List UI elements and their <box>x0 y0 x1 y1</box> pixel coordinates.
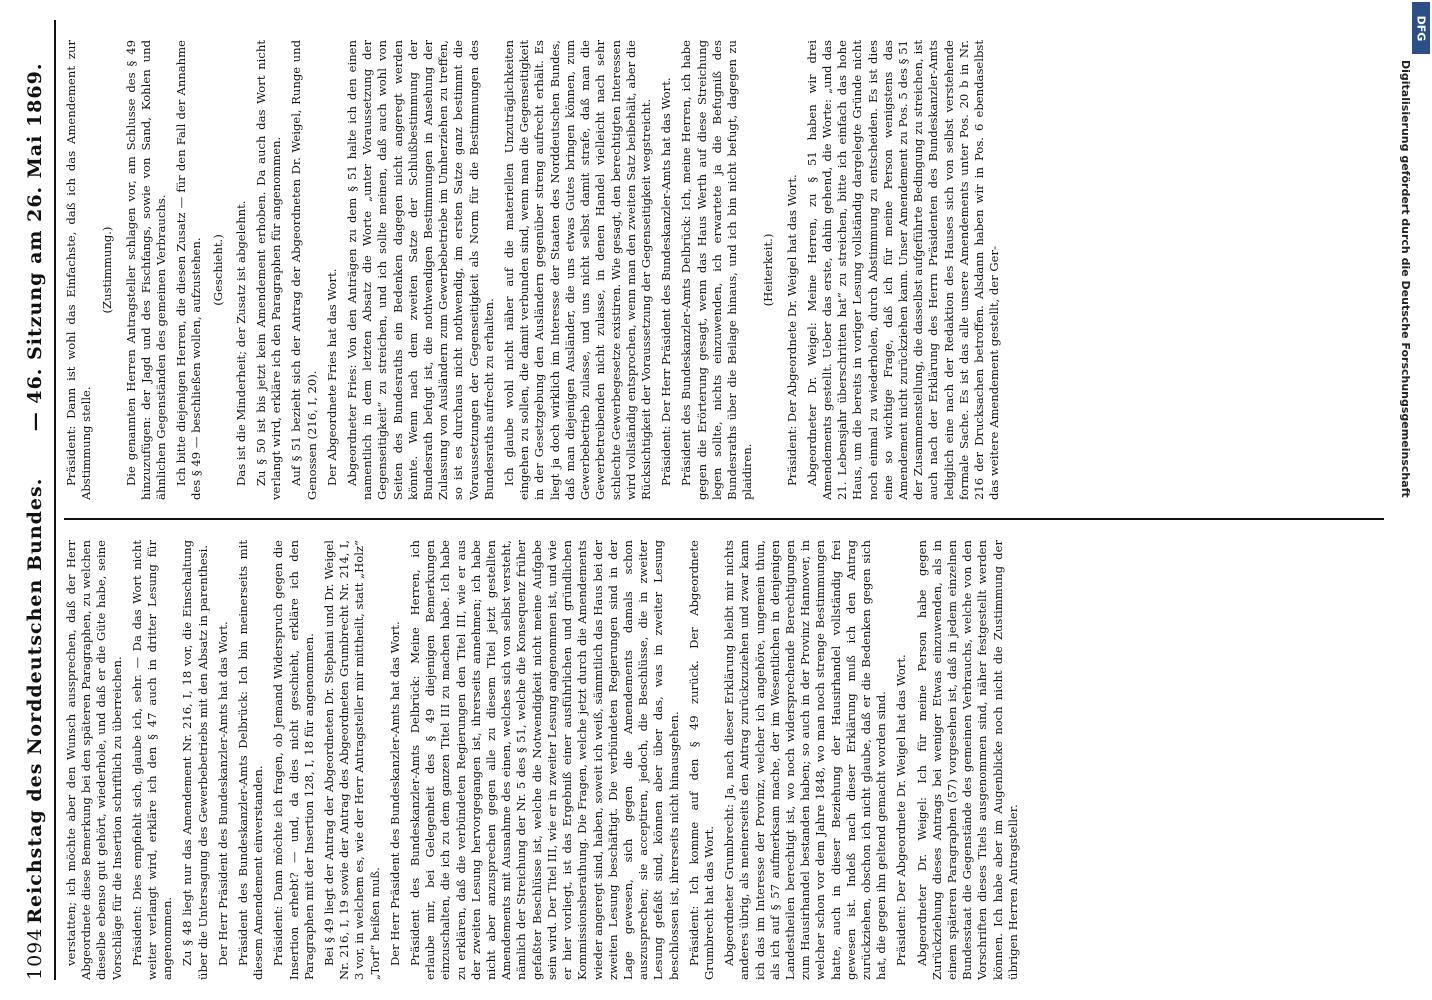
paragraph: Der Abgeordnete Fries hat das Wort. <box>324 268 339 486</box>
left-column <box>64 540 1394 980</box>
paragraph: Auf § 51 bezieht sich der Antrag der Abgeordneten Dr. Weigel, Runge und Genossen (216, I, 20). <box>289 40 319 500</box>
paragraph: Ich bitte diejenigen Herren, die diesen Zusatz — für den Fall der Annahme des § 49 — beschließen wollen, aufzustehen. <box>174 40 204 500</box>
paragraph: Präsident: Der Herr Präsident des Bundeskanzler-Amts hat das Wort. <box>659 77 674 486</box>
paragraph: Präsident: Dann ist wohl das Einfachste, daß ich das Amendement zur Abstimmung stelle. <box>64 40 94 500</box>
paragraph: Präsident: Dies empfiehlt sich, glaube ich, sehr. — Da das Wort nicht weiter verlangt wird, erkläre ich den § 47 auch in dritter Lesung für angenommen. <box>129 540 175 980</box>
stage-direction: (Geschieht.) <box>210 234 225 306</box>
column-divider <box>64 518 1384 520</box>
paragraph: Abgeordneter Fries: Von den Anträgen zu dem § 51 halte ich den einen namentlich in dem letzten Absatz die Worte „unter Voraussetzung der Gegenseitigkeit“ zu streichen, und ich sollte meinen, daß auch wohl von Seiten des Bundesraths ein Bedenken dagegen nicht angeregt werden könnte. Wenn nach dem zweiten Satze der Schlußbestimmung der Bundesrath befugt ist, die nothwendigen Bestimmungen in Ansehung der Zulassung von Ausländern zum Gewerbebetriebe im Umherziehen zu treffen, so ist es durchaus nicht nothwendig, im ersten Satze ganz bestimmt die Voraussetzungen der Gegenseitigkeit als Norm für die Bestimmungen des Bundesraths aufrecht zu erhalten. <box>345 40 496 500</box>
paragraph: Zu § 50 ist bis jetzt kein Amendement erhoben. Da auch das Wort nicht verlangt wird, erkläre ich den Paragraphen für angenommen. <box>254 40 284 500</box>
stage-direction: (Zustimmung.) <box>100 226 115 314</box>
paragraph: verstatten; ich möchte aber den Wunsch aussprechen, daß der Herr Abgeordnete diese Bemerkung bei den späteren Paragraphen, zu welchen dieselbe ebenso gut gehört, wiederhole, und daß er die Güte habe, seine Vorschläge für die Insertion schriftlich zu überreichen. <box>64 540 124 980</box>
stage-direction: (Heiterkeit.) <box>761 233 776 307</box>
rotated-page <box>16 20 1416 980</box>
page-header <box>20 20 50 980</box>
header-rule <box>54 20 56 980</box>
paragraph: Präsident: Dann möchte ich fragen, ob Jemand Widerspruch gegen die Insertion erhebt? — und, da dies nicht geschieht, erkläre ich den Paragraphen mit der Insertion 128, I, 18 für angenommen. <box>271 540 316 980</box>
paragraph: Präsident des Bundeskanzler-Amts Delbrück: Meine Herren, ich erlaube mir, bei Gelegenheit des § 49 diejenigen Bemerkungen einzuschalten, die ich zu dem ganzen Titel III zu machen habe. Ich habe zu erklären, daß die verbündeten Regierungen den Titel III, wie er aus der zweiten Lesung hervorgegangen ist, ihrerseits annehmen; ich habe nicht aber anzusprechen gegen alle zu diesem Titel jetzt gestellten Amendements mit Ausnahme des einen, welches sich von selbst versteht, nämlich der Streichung der Nr. 5 des § 51, welche die Konsequenz früher gefaßter Beschlüsse ist, welche die Notwendigkeit nicht meine Aufgabe sein wird. Der Titel III, wie er in zweiter Lesung angenommen ist, und wie er hier vorliegt, ist das Ergebniß einer ausführlichen und gründlichen Kommissionsberathung. Die Fragen, welche jetzt durch die Amendements wieder angeregt sind, haben, soweit ich weiß, sämmtlich das Haus bei der zweiten Lesung beschäftigt. Die verbündeten Regierungen sind in der Lage gewesen, sich gegen die Amendements damals schon auszusprechen; sie acceptiren, jedoch, die Beschlüsse, die in zweiter Lesung gefaßt sind, können aber über das, was in zweiter Lesung beschlossen ist, ihrerseits nicht hinausgehen. <box>408 540 681 980</box>
paragraph: Präsident: Der Abgeordnete Dr. Weigel hat das Wort. <box>894 654 909 966</box>
dfg-logo <box>1412 2 1430 54</box>
paragraph: Abgeordneter Grumbrecht: Ja, nach dieser Erklärung bleibt mir nichts anderes übrig, als meinerseits den Antrag zurückzuziehen und zwar kann ich das im Interesse der Provinz, welcher ich angehöre, ungemein thun, als ich auf § 57 aufmerksam mache, der im Wesentlichen in denjenigen Landestheilen berechtigt ist, wo noch widersprechende Berechtigungen zum Hausirhandel bestanden haben; so auch in der Provinz Hannover, in welcher schon vor dem Jahre 1848, wo man noch strenge Bestimmungen hatte, auch in dieser Beziehung der Hausirhandel vollständig frei gewesen ist. Indeß nach dieser Erklärung muß ich den Antrag zurückziehen, obschon ich nicht glaube, daß er die Bedenken gegen sich hat, die gegen ihn geltend gemacht worden sind. <box>722 540 889 980</box>
paragraph: Abgeordneter Dr. Weigel: Ich für meine Person habe gegen Zurückziehung dieses Antrags bei weniger Etwas einzuwenden, als in einem späteren Paragraphen (57) vorgesehen ist, daß in jedem einzelnen Bundesstaat die Gegenstände des gemeinen Verbrauchs, welche von den Vorschriften dieses Titels ausgenommen sind, näher festgestellt werden können. Ich habe aber im Augenblicke noch nicht die Zustimmung der übrigen Herren Antragsteller. <box>914 540 1020 980</box>
paragraph: Der Herr Präsident des Bundeskanzler-Amts hat das Wort. <box>387 621 402 966</box>
paragraph: Ich glaube wohl nicht näher auf die materiellen Unzuträglichkeiten eingehen zu sollen, die damit verbunden sind, wenn man die Gegenseitigkeit in der Gesetzgebung den Ausländern gegenüber streng aufrecht erhält. Es liegt ja doch wirklich im Interesse der Staaten des Norddeutschen Bundes, daß man diejenigen Ausländer, die uns etwas Gutes bringen können, zum Gewerbebetrieb zulasse, und uns nicht selbst damit strafe, daß man die Gewerbetreibenden nicht zulasse, in denen Handel vielleicht nach sehr schlechte Gewerbegesetze existiren. Wie gesagt, den berechtigten Interessen wird vollständig entsprochen, wenn man den zweiten Satz beibehält, aber die Rücksichtigkeit der Voraussetzung der Gegenseitigkeit wegstreicht. <box>502 40 653 500</box>
paragraph: Die genannten Herren Antragsteller schlagen vor, am Schlusse des § 49 hinzuzufügen: der Jagd und des Fischfangs, sowie von Sand, Kohlen und ähnlichen Gegenständen des gemeinen Verbrauchs. <box>123 40 169 500</box>
paragraph: Präsident: Der Abgeordnete Dr. Weigel hat das Wort. <box>784 174 799 486</box>
paragraph: Abgeordneter Dr. Weigel: Meine Herren, zu § 51 haben wir drei Amendements gestellt. Ueber das erste, dahin gehend, die Worte: „und das 21. Lebensjahr überschritten hat“ zu streichen, bitte ich einfach das hohe Haus, um die bereits in voriger Lesung vollständig dargelegte Gründe nicht noch einmal zu wiederholen, durch Abstimmung zu entscheiden. Es ist dies eine so wichtige Frage, daß ich für meine Person wenigstens das Amendement nicht zurückziehen kann. Unser Amendement zu Pos. 5 des § 51 der Zusammenstellung, die dasselbst aufgeführte Bedingung zu streichen, ist auch nach der Erklärung des Herrn Präsidenten des Bundeskanzler-Amts lediglich eine nach der Redaktion des Hauses sich von selbst verstehende formale Sache. Es ist das alle unsere Amendements unter Pos. 20 b in Nr. 216 der Drucksachen betroffen. Alsdann haben wir in Pos. 6 ebendaselbst das weitere Amendement gestellt, der Ger- <box>804 40 1002 500</box>
paragraph: Bei § 49 liegt der Antrag der Abgeordneten Dr. Stephani und Dr. Weigel Nr. 216, I, 19 sowie der Antrag des Abgeordneten Grumbrecht Nr. 214, I, 3 vor, in welchem es, wie der Herr Antragsteller mir mittheilt, statt „Holz“ „Torf“ heißen muß. <box>322 540 382 980</box>
paragraph: Das ist die Minderheit; der Zusatz ist abgelehnt. <box>233 200 248 486</box>
header-right-title: — 46. Sitzung am 26. Mai 1869. <box>24 62 46 432</box>
paragraph: Der Herr Präsident des Bundeskanzler-Amts hat das Wort. <box>215 621 230 966</box>
digitization-note: Digitalisierung gefördert durch die Deutsche Forschungsgemeinschaft <box>1399 60 1412 498</box>
paragraph: Präsident: Ich komme auf den § 49 zurück. Der Abgeordnete Grumbrecht hat das Wort. <box>686 540 716 980</box>
page-number: 1094 <box>24 927 46 980</box>
right-column <box>64 40 1394 500</box>
paragraph: Präsident des Bundeskanzler-Amts Delbrück: Ich bin meinerseits mit diesem Amendement einverstanden. <box>236 540 266 980</box>
paragraph: Präsident des Bundeskanzler-Amts Delbrück: Ich, meine Herren, ich habe gegen die Erörterung gesagt, wenn das Haus Werth auf diese Streichung legen sollte, nichts einzuwenden, ich erwartete ja die Befugniß des Bundesraths über die Beilage hinaus, und ich bin nicht befugt, dagegen zu plaidiren. <box>679 40 755 500</box>
dfg-logo-text: DFG <box>1414 15 1428 41</box>
header-left-title: Reichstag des Norddeutschen Bundes. <box>24 477 46 924</box>
paragraph: Zu § 48 liegt nur das Amendement Nr. 216, I, 18 vor, die Einschaltung über die Untersagung des Gewerbebetriebs mit den Absatz in parenthesi. <box>180 540 210 980</box>
